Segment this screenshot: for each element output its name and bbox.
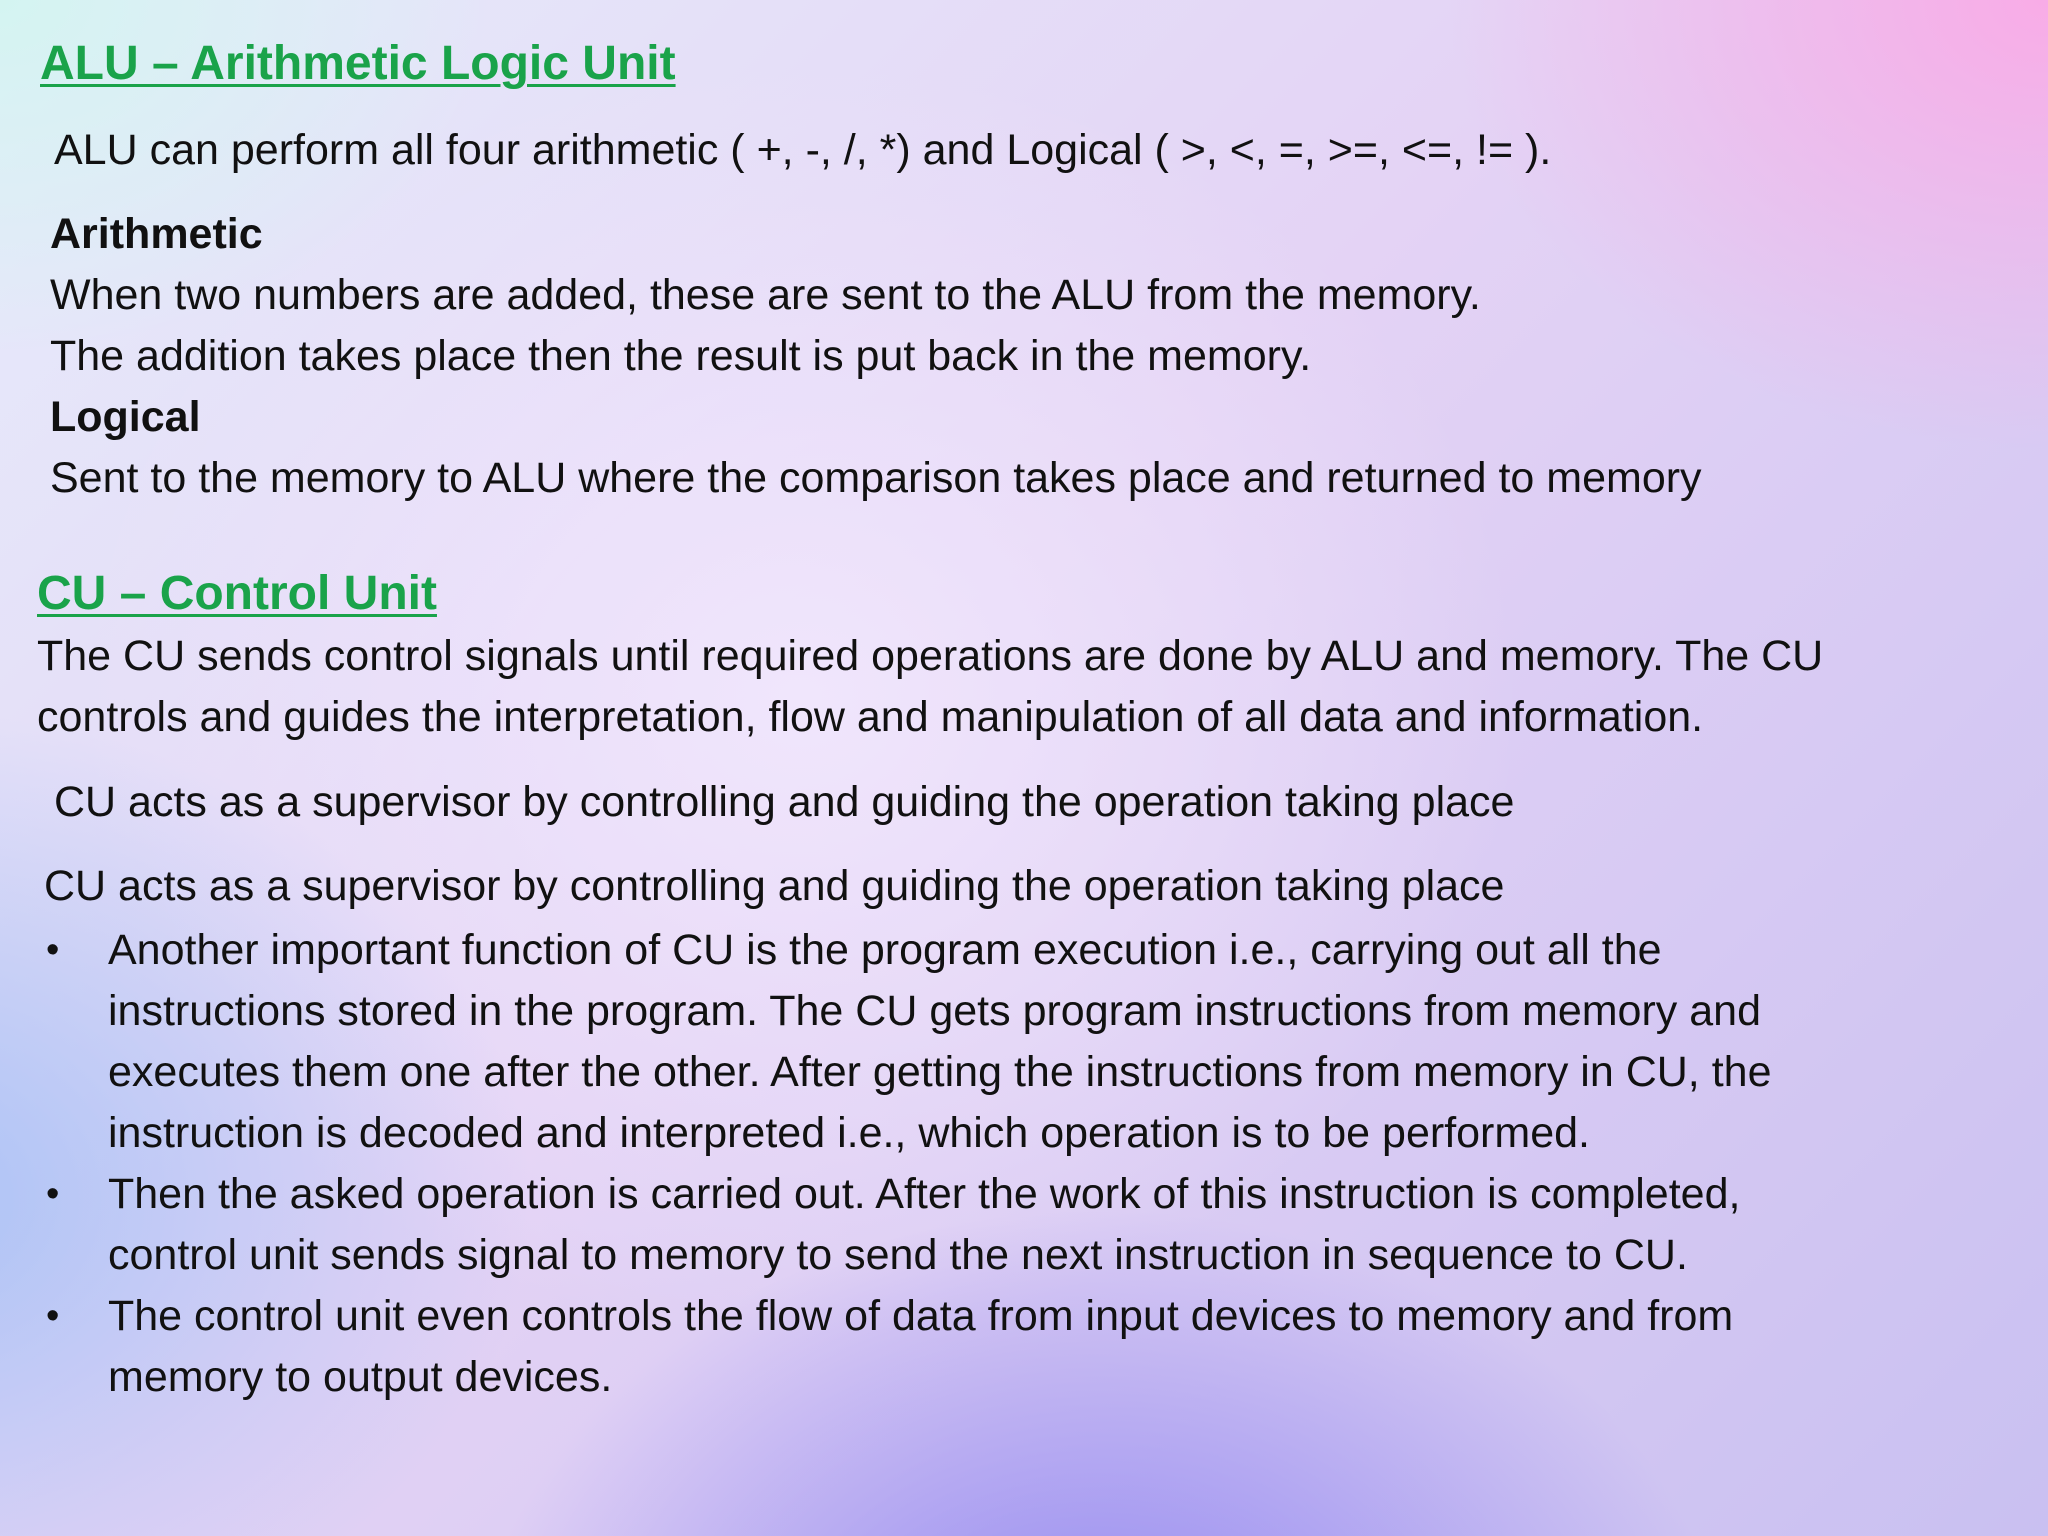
- arithmetic-line-1: When two numbers are added, these are sent to the ALU from the memory.: [50, 271, 1481, 319]
- bullet-item: [42, 1286, 2002, 1408]
- cu-bullet-list: [42, 920, 2002, 1408]
- bullet-line: Another important function of CU is the program execution i.e., carrying out all the: [108, 926, 1662, 974]
- alu-intro: ALU can perform all four arithmetic ( +, -, /, *) and Logical ( >, <, =, >=, <=, != ).: [54, 126, 1552, 174]
- alu-heading: ALU – Arithmetic Logic Unit: [40, 37, 676, 90]
- bullet-line: instruction is decoded and interpreted i.e., which operation is to be performed.: [108, 1109, 1590, 1157]
- cu-paragraph-line-2: controls and guides the interpretation, flow and manipulation of all data and information.: [37, 693, 1704, 741]
- bullet-line: memory to output devices.: [108, 1353, 613, 1401]
- logical-title: Logical: [50, 393, 201, 441]
- bullet-item: [42, 1164, 2002, 1286]
- bullet-line: control unit sends signal to memory to send the next instruction in sequence to CU.: [108, 1231, 1688, 1279]
- bullet-icon: •: [46, 1173, 60, 1215]
- bullet-icon: •: [46, 1295, 60, 1337]
- logical-line-1: Sent to the memory to ALU where the comparison takes place and returned to memory: [50, 454, 1702, 502]
- cu-paragraph-line-1: The CU sends control signals until required operations are done by ALU and memory. The CU: [37, 632, 1824, 680]
- bullet-line: Then the asked operation is carried out. After the work of this instruction is completed,: [108, 1170, 1741, 1218]
- arithmetic-line-2: The addition takes place then the result is put back in the memory.: [50, 332, 1312, 380]
- cu-paragraph: [37, 626, 1823, 748]
- arithmetic-title: Arithmetic: [50, 210, 263, 258]
- alu-details: [50, 204, 1702, 509]
- cu-supervisor-text-2: CU acts as a supervisor by controlling and guiding the operation taking place: [44, 862, 1505, 910]
- bullet-icon: •: [46, 929, 60, 971]
- bullet-line: instructions stored in the program. The CU gets program instructions from memory and: [108, 987, 1761, 1035]
- cu-supervisor-text-1: CU acts as a supervisor by controlling and guiding the operation taking place: [54, 778, 1515, 826]
- bullet-line: The control unit even controls the flow of data from input devices to memory and from: [108, 1292, 1734, 1340]
- bullet-line: executes them one after the other. After getting the instructions from memory in CU, the: [108, 1048, 1772, 1096]
- cu-heading: CU – Control Unit: [37, 567, 437, 620]
- bullet-item: [42, 920, 2002, 1164]
